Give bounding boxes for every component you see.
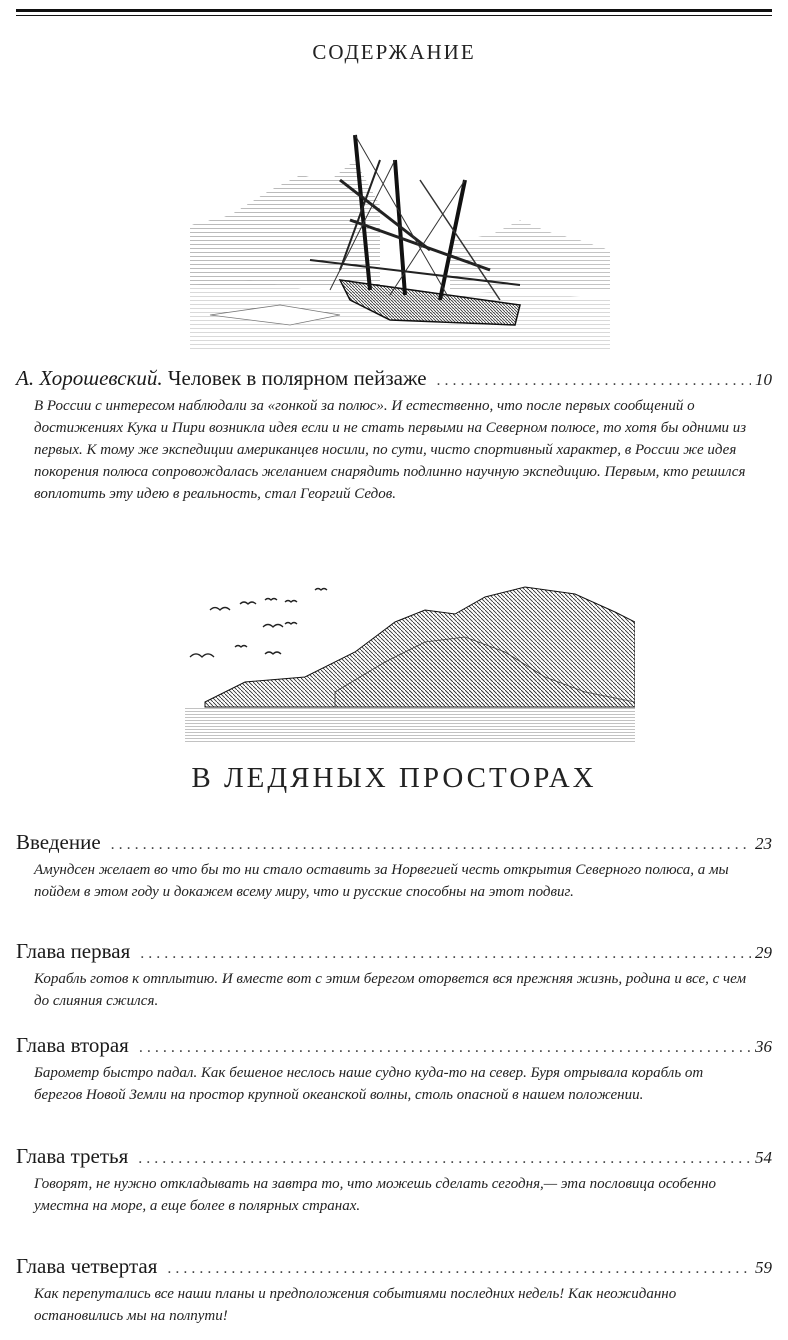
entry-title: Введение bbox=[16, 830, 101, 854]
entry-description: Говорят, не нужно откладывать на завтра то, что можешь сделать сегодня,— эта пословица особенно уместна на море, а еще более в полярных странах. bbox=[34, 1176, 717, 1214]
entry-description: Корабль готов к отплытию. И вместе вот с этим берегом оторвется вся прежняя жизнь, родина и все, с чем до слияния сжился. bbox=[34, 971, 747, 1009]
page-title: СОДЕРЖАНИЕ bbox=[312, 40, 476, 64]
entry-description: Амундсен желает во что бы то ни стало оставить за Норвегией честь открытия Северного полюса, а мы пойдем в этом году и докажем всему миру, что и русские способны на этот подвиг. bbox=[34, 862, 729, 900]
toc-entry-intro[interactable] bbox=[16, 366, 772, 505]
bird-icons bbox=[190, 589, 327, 658]
entry-page: 54 bbox=[755, 1148, 772, 1167]
toc-entry[interactable] bbox=[16, 1033, 772, 1106]
top-rule-thin bbox=[16, 15, 772, 16]
dot-leader bbox=[111, 836, 751, 854]
toc-entry[interactable] bbox=[16, 830, 772, 903]
toc-entry[interactable] bbox=[16, 1254, 772, 1327]
dot-leader bbox=[437, 372, 751, 390]
mountain-illustration bbox=[185, 582, 635, 744]
entry-author: А. Хорошевский. bbox=[16, 366, 163, 390]
entry-title: Глава вторая bbox=[16, 1033, 129, 1057]
entry-page: 29 bbox=[755, 943, 772, 962]
entry-page: 23 bbox=[755, 834, 772, 853]
section-title: В ЛЕДЯНЫХ ПРОСТОРАХ bbox=[191, 762, 597, 794]
entry-description: В России с интересом наблюдали за «гонкой за полюс». И естественно, что после первых сообщений о достижениях Кука и Пири возникла идея если и не стать первыми на Северном полюсе, то хотя бы одними из первых. К тому же экспедиции американцев носили, по сути, чисто спортивный характер, в России же идея покорения полюса сопровождалась желанием снарядить подлинно научную экспедицию. Первым, кто решился воплотить эту идею в реальность, стал Георгий Седов. bbox=[34, 398, 747, 502]
entry-title: Глава первая bbox=[16, 939, 131, 963]
toc-entry[interactable] bbox=[16, 939, 772, 1012]
shipwreck-illustration bbox=[190, 120, 610, 350]
entry-description: Барометр быстро падал. Как бешеное неслось наше судно куда-то на север. Буря отрывала корабль от берегов Новой Земли на простор крупной океанской волны, столь опасной в нашем положении. bbox=[34, 1065, 704, 1103]
top-rule bbox=[16, 9, 772, 12]
entry-page: 36 bbox=[755, 1037, 772, 1056]
dot-leader bbox=[138, 1150, 751, 1168]
dot-leader bbox=[139, 1039, 751, 1057]
toc-entry[interactable] bbox=[16, 1144, 772, 1217]
entry-page: 10 bbox=[755, 370, 772, 389]
entry-title: Глава четвертая bbox=[16, 1254, 158, 1278]
dot-leader bbox=[167, 1260, 751, 1278]
entry-title: Глава третья bbox=[16, 1144, 129, 1168]
dot-leader bbox=[140, 945, 751, 963]
entry-description: Как перепутались все наши планы и предположения событиями последних недель! Как неожиданно остановились мы на полпути! bbox=[34, 1286, 677, 1324]
entry-page: 59 bbox=[755, 1258, 772, 1277]
entry-title: Человек в полярном пейзаже bbox=[167, 366, 427, 390]
